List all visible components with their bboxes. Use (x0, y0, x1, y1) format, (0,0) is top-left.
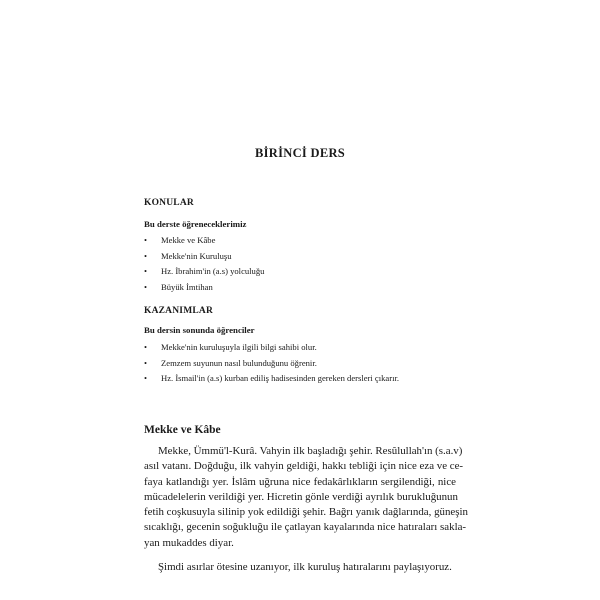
mekke-heading: Mekke ve Kâbe (144, 424, 221, 436)
bullet-icon: • (144, 373, 148, 383)
list-item: • Zemzem suyunun nasıl bulunduğunu öğrenir. (144, 356, 399, 372)
paragraph-line: asıl vatanı. Doğduğu, ilk vahyin geldiği, hakkı tebliği için nice eza ve ce- (144, 460, 464, 473)
konular-list (144, 233, 264, 295)
list-item: • Büyük İmtihan (144, 280, 264, 296)
paragraph-line: mücadelelerin verildiği yer. Hicretin gönle verdiği ayrılık burukluğunun (144, 490, 458, 503)
mekke-paragraph-1 (144, 444, 468, 551)
bullet-icon: • (144, 342, 148, 352)
kazanimlar-heading: KAZANIMLAR (144, 306, 214, 316)
list-item: • Hz. İbrahim'in (a.s) yolculuğu (144, 264, 264, 280)
list-item: • Mekke'nin Kuruluşu (144, 249, 264, 265)
bullet-icon: • (144, 266, 148, 276)
konular-subheading: Bu derste öğreneceklerimiz (144, 219, 247, 229)
list-item: • Mekke ve Kâbe (144, 233, 264, 249)
kazanimlar-subheading: Bu dersin sonunda öğrenciler (144, 325, 255, 335)
kazanimlar-list (144, 340, 399, 387)
bullet-icon: • (144, 357, 148, 368)
paragraph-line: Mekke, Ümmü'l-Kurâ. Vahyin ilk başladığı şehir. Resûlullah'ın (s.a.v) (158, 445, 463, 457)
paragraph-line: yan mukaddes diyar. (144, 536, 234, 549)
paragraph-line: sıcaklığı, gecenin soğukluğu ile çatlayan kayalarında nice hatıraları sakla- (144, 521, 467, 534)
konular-heading: KONULAR (144, 198, 194, 208)
page-title: BİRİNCİ DERS (254, 146, 346, 160)
list-item: • Hz. İsmail'in (a.s) kurban ediliş hadisesinden gereken dersleri çıkarır. (144, 371, 399, 387)
paragraph-line: fetih coşkusuyla silinip yok edildiği şehir. Bağrı yanık dağlarında, güneşin (144, 506, 468, 519)
bullet-icon: • (144, 250, 148, 261)
paragraph-line: faya katlandığı yer. İslâm uğruna nice fedakârlıkların sergilendiği, nice (144, 475, 456, 488)
bullet-icon: • (144, 281, 148, 292)
list-item: • Mekke'nin kuruluşuyla ilgili bilgi sahibi olur. (144, 340, 399, 356)
mekke-paragraph-2 (144, 560, 456, 575)
bullet-icon: • (144, 235, 148, 245)
paragraph-line: Şimdi asırlar ötesine uzanıyor, ilk kuruluş hatıralarını paylaşıyoruz. (158, 561, 452, 573)
